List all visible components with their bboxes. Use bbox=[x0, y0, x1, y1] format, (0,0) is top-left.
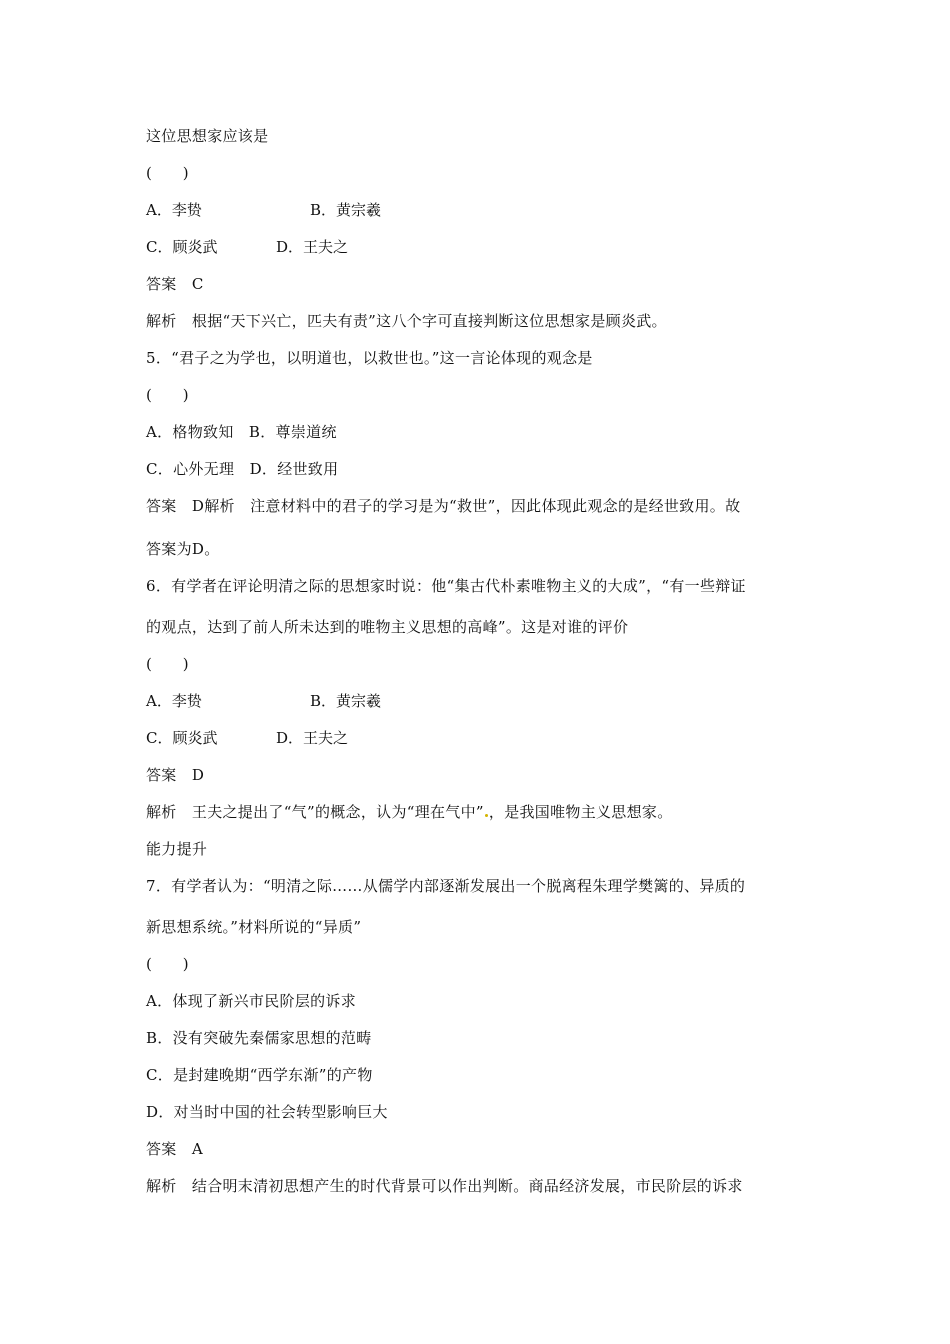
q5-answer-analysis-line2: 答案为D。 bbox=[146, 540, 220, 558]
q4-option-c: C．顾炎武 bbox=[146, 238, 218, 256]
q6-analysis-part1: 解析 王夫之提出了“气”的概念，认为“理在气中” bbox=[146, 803, 484, 821]
q6-stem-line1: 6．有学者在评论明清之际的思想家时说：他“集古代朴素唯物主义的大成”，“有一些辩证 bbox=[146, 577, 746, 595]
q4-option-b: B．黄宗羲 bbox=[310, 201, 382, 219]
q6-stem-line2: 的观点，达到了前人所未达到的唯物主义思想的高峰”。这是对谁的评价 bbox=[146, 618, 629, 636]
q5-answer-paren: ( ) bbox=[146, 386, 189, 404]
q4-stem-tail: 这位思想家应该是 bbox=[146, 127, 269, 145]
q5-stem: 5．“君子之为学也，以明道也，以救世也。”这一言论体现的观念是 bbox=[146, 349, 593, 367]
q6-option-c: C．顾炎武 bbox=[146, 729, 218, 747]
q7-option-d: D．对当时中国的社会转型影响巨大 bbox=[146, 1103, 388, 1121]
q5-options-row1: A．格物致知 B．尊崇道统 bbox=[146, 423, 337, 441]
q4-analysis: 解析 根据“天下兴亡，匹夫有责”这八个字可直接判断这位思想家是顾炎武。 bbox=[146, 312, 667, 330]
q7-option-b: B．没有突破先秦儒家思想的范畴 bbox=[146, 1029, 372, 1047]
q5-answer-analysis-line1: 答案 D解析 注意材料中的君子的学习是为“救世”，因此体现此观念的是经世致用。故 bbox=[146, 497, 741, 515]
q6-answer: 答案 D bbox=[146, 766, 205, 784]
q6-option-a: A．李贽 bbox=[146, 692, 202, 710]
q7-stem-line1: 7．有学者认为：“明清之际……从儒学内部逐渐发展出一个脱离程朱理学樊篱的、异质的 bbox=[146, 877, 746, 895]
q7-stem-line2: 新思想系统。”材料所说的“异质” bbox=[146, 918, 362, 936]
q4-answer: 答案 C bbox=[146, 275, 204, 293]
q6-analysis-part2: ，是我国唯物主义思想家。 bbox=[488, 803, 673, 821]
q7-analysis: 解析 结合明末清初思想产生的时代背景可以作出判断。商品经济发展，市民阶层的诉求 bbox=[146, 1177, 743, 1195]
q6-answer-paren: ( ) bbox=[146, 655, 189, 673]
q7-answer-paren: ( ) bbox=[146, 955, 189, 973]
q4-option-a: A．李贽 bbox=[146, 201, 202, 219]
q6-analysis bbox=[146, 802, 673, 822]
section-title: 能力提升 bbox=[146, 840, 208, 858]
q4-option-d: D．王夫之 bbox=[276, 238, 349, 256]
q7-answer: 答案 A bbox=[146, 1140, 204, 1158]
q4-answer-paren: ( ) bbox=[146, 164, 189, 182]
q5-options-row2: C．心外无理 D．经世致用 bbox=[146, 460, 339, 478]
q6-option-b: B．黄宗羲 bbox=[310, 692, 382, 710]
q7-option-a: A．体现了新兴市民阶层的诉求 bbox=[146, 992, 357, 1010]
q6-option-d: D．王夫之 bbox=[276, 729, 349, 747]
editor-dot-mark bbox=[485, 814, 488, 817]
q7-option-c: C．是封建晚期“西学东渐”的产物 bbox=[146, 1066, 373, 1084]
